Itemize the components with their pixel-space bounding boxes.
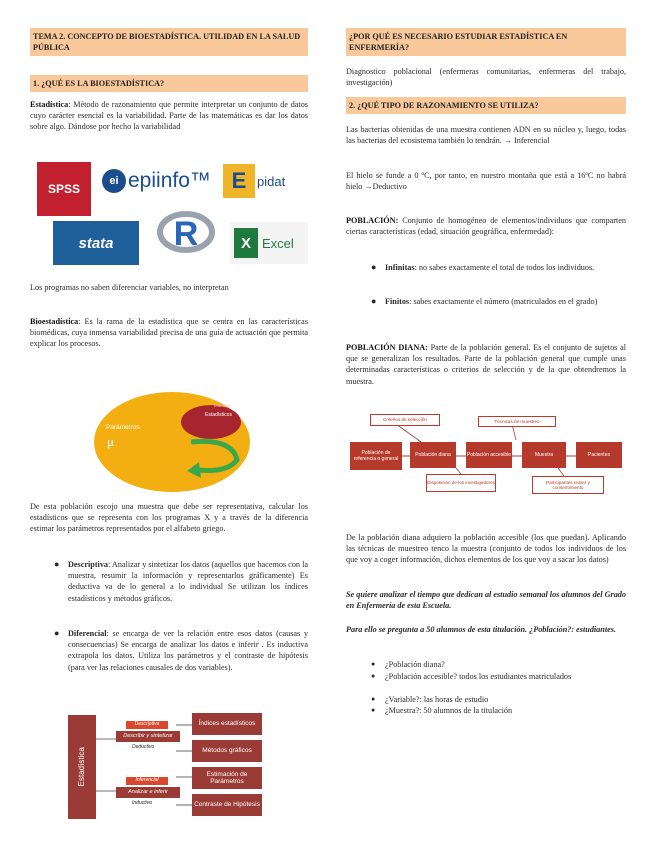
diferencial-term: Diferencial	[68, 629, 107, 638]
programas-paragraph	[30, 282, 308, 293]
metodos-text: Métodos gráficos	[202, 747, 252, 755]
epidat-e-icon: E	[223, 164, 255, 198]
q3-text: ¿Variable?: las horas de estudio	[385, 695, 489, 704]
title-header	[30, 28, 308, 56]
diana-term: POBLACIÓN DIANA:	[346, 343, 428, 352]
programas-text: Los programas no saben diferenciar variables, no interpretan	[30, 283, 229, 292]
bullet-icon: ●	[371, 672, 376, 680]
flow-box-accesible-text: Población accesible	[466, 452, 512, 458]
descriptiva-tag-text: Descriptiva	[134, 721, 160, 728]
page-title: TEMA 2. CONCEPTO DE BIOESTADÍSTICA. UTILIDAD EN LA SALUD PÚBLICA	[33, 32, 301, 52]
epidat-logo-text: pidat	[257, 173, 286, 189]
diagnostico-paragraph	[346, 66, 626, 88]
poblacion-muestra-text: De esta población escojo una muestra que debe ser representativa, calcular los estadísticos que se representa con los programas X y a través de la diferencia estimar los parámetros representados por el alfabeto griego.	[30, 502, 308, 534]
bullet-icon: ●	[54, 559, 60, 569]
infinitas-term: Infinitas	[385, 263, 415, 272]
section-2-header	[346, 97, 626, 114]
hielo-text: El hielo se funde a 0 ºC, por tanto, en nuestro montaña que está a 16ºC no habrá hielo →Deductivo	[346, 171, 626, 192]
diferencial-bullet	[54, 628, 308, 673]
diagnostico-text: Diagnostico poblacional (enfermeras comunitarias, enfermeras del trabajo, investigación)	[346, 67, 626, 88]
finitos-term: Finitos	[385, 297, 410, 306]
accesible-text: De la población diana adquiero la población accesible (los que puedan). Aplicando las técnicas de muestreo tenco la muestra (conjunto de todos los individuos de los que voy a coger información, dichos elementos de los que voy a sacar los datos)	[346, 533, 626, 565]
bullet-icon: ●	[371, 262, 377, 272]
epidat-logo	[223, 163, 297, 199]
por-que-title: ¿POR QUÉ ES NECESARIO ESTUDIAR ESTADÍSTICA EN ENFERMERÍA?	[349, 32, 568, 52]
infinitas-bullet	[371, 262, 626, 273]
diana-text: Parte de la población general. Es el conjunto de sujetos al que se generalizan los resultados. Parte de la población general que cumple unas determinadas características o criterios de selección y de la que obtendremos la muestra.	[346, 343, 626, 386]
descriptiva-text: : Analizar y sintetizar los datos (aquellos que hacemos con la muestra, resumir la información y representarlos gráficamente) Es deductiva va de lo general a lo individual Se utilizan los índices estadísticos y métodos gráficos.	[68, 560, 308, 603]
descriptiva-term: Descriptiva	[68, 560, 109, 569]
estadistica-text: : Método de razonamiento que permite interpretar un conjunto de datos cuyo carácter esencial es la variabilidad. Parte de las matemáticas es dar los datos sobre algo. Dándose por hecho la variabilidad	[30, 100, 308, 132]
bullet-icon: ●	[371, 695, 376, 703]
q2-text: ¿Población accesible? todos los estudiantes matriculados	[385, 672, 572, 681]
pregunta-paragraph	[346, 624, 626, 635]
q4-text: ¿Muestra?: 50 alumnos de la titulación	[385, 706, 513, 715]
epiinfo-logo	[102, 165, 214, 197]
excel-logo-text: Excel	[262, 235, 294, 251]
bioestadistica-term: Bioestadística	[30, 317, 79, 326]
spss-logo	[37, 162, 91, 216]
tecnicas-text: Técnicas de muestreo	[494, 418, 540, 424]
contraste-box	[192, 794, 262, 816]
bacterias-text: Las bacterias obtenidas de una muestra contienen ADN en su núcleo y, luego, todas las bacterias del ecosistema también lo tendrán. → Inferencial	[346, 125, 626, 146]
bullet-icon: ●	[371, 660, 376, 668]
analizar-text: Analizar e inferir	[128, 788, 168, 795]
estadistica-term: Estadística	[30, 100, 69, 109]
disposicion-label	[426, 474, 496, 492]
finitos-text: : sabes exactamente el número (matriculados en el grado)	[409, 297, 598, 306]
pregunta-text: Para ello se pregunta a 50 alumnos de esta titulación. ¿Población?: estudiantes.	[346, 625, 616, 634]
flow-box-muestra	[522, 442, 566, 468]
deductivo-label: Deductivo	[132, 744, 155, 750]
describir-text: Describir y sintetizar	[123, 732, 173, 739]
q1-text: ¿Población diana?	[385, 660, 445, 669]
inductivo-label: Inductivo	[132, 800, 153, 806]
flow-box-pacientes-text: Pacientes	[588, 452, 610, 458]
inferencial-tag-text: Inferencial	[135, 777, 159, 784]
q4-bullet	[371, 705, 626, 716]
por-que-header	[346, 28, 626, 56]
diana-paragraph	[346, 342, 626, 387]
venn-outer-label: Parámetros	[106, 424, 140, 431]
estimacion-box	[192, 767, 262, 789]
descriptiva-group	[116, 719, 180, 757]
flow-box-diana	[410, 442, 456, 468]
estadistica-diagram	[68, 711, 263, 821]
analizar-box	[116, 787, 180, 798]
quiere-paragraph	[346, 589, 626, 611]
poblacion-term: POBLACIÓN:	[346, 216, 399, 225]
quiere-text: Se quiere analizar el tiempo que dedican al estudio semanal los alumnos del Grado en Enfermería de esta Escuela.	[346, 590, 626, 611]
accesible-paragraph	[346, 532, 626, 566]
estadistica-vertical-label: Estadística	[77, 747, 87, 787]
finitos-bullet	[371, 296, 626, 307]
epiinfo-e-icon: ei	[102, 169, 126, 193]
venn-inner-small-label: Muestra	[214, 403, 231, 408]
diferencial-text: : se encarga de ver la relación entre esos datos (causas y consecuencias) Se encarga de analizar los datos e inferir . Es inductiva extrapola los datos. Utiliza los parámetros y el contraste de hipótesis (para ver las relaciones causales de dos variables).	[68, 629, 308, 672]
bacterias-paragraph	[346, 124, 626, 146]
poblacion-paragraph	[346, 215, 626, 237]
q3-bullet	[371, 694, 626, 705]
descriptiva-bullet	[54, 559, 308, 604]
stata-logo-text: stata	[78, 234, 114, 252]
tecnicas-label	[478, 416, 556, 427]
sample-ellipse	[181, 405, 241, 439]
flow-box-accesible	[466, 442, 512, 468]
venn-mu-label: μ	[107, 434, 114, 449]
hielo-paragraph	[346, 170, 626, 192]
metodos-box	[192, 740, 262, 762]
flow-box-general	[350, 442, 402, 470]
r-logo	[157, 208, 215, 260]
bullet-icon: ●	[371, 706, 376, 714]
poblacion-flow-diagram	[346, 412, 626, 494]
criterios-text: Criterios de selección	[383, 417, 427, 423]
descriptiva-tag	[126, 721, 168, 729]
indices-box	[192, 713, 262, 735]
poblacion-muestra-paragraph	[30, 501, 308, 535]
flow-box-diana-text: Población diana	[415, 452, 451, 458]
r-logo-text: R	[173, 214, 199, 253]
section-1-header	[30, 75, 308, 92]
contraste-text: Contraste de Hipótesis	[194, 801, 260, 809]
bullet-icon: ●	[54, 628, 60, 638]
excel-logo	[230, 222, 308, 264]
participantes-text: Participantes reales y consentimiento	[546, 479, 590, 490]
epiinfo-logo-text: epiinfo™	[128, 169, 211, 192]
bullet-icon: ●	[371, 296, 377, 306]
estimacion-text: Estimación de Parámetros	[206, 770, 248, 785]
q1-bullet	[371, 659, 626, 670]
spss-logo-text: SPSS	[47, 182, 80, 196]
participantes-label	[532, 476, 604, 494]
inferencial-tag	[126, 777, 168, 785]
venn-inner-label: Estadísticos	[205, 412, 232, 418]
inferencial-group	[116, 775, 180, 813]
flow-box-muestra-text: Muestra	[534, 452, 554, 458]
bioestadistica-text: : Es la rama de la estadística que se centra en las características biomédicas, cuya inmensa variabilidad precisa de una guía de actuación que permita explicar los procesos.	[30, 317, 308, 349]
estadistica-paragraph	[30, 99, 308, 133]
section-1-title: 1. ¿QUÉ ES LA BIOESTADÍSTICA?	[33, 79, 165, 88]
indices-text: Índices estadísticos	[198, 720, 256, 728]
excel-x-icon: X	[234, 228, 258, 258]
describir-box	[116, 731, 180, 742]
infinitas-text: : no sabes exactamente el total de todos los individuos.	[414, 263, 595, 272]
criterios-label	[370, 414, 440, 426]
q2-bullet	[371, 671, 626, 682]
flow-box-general-text: Población de referencia o general	[353, 450, 399, 462]
stata-logo	[53, 221, 139, 265]
bioestadistica-paragraph	[30, 316, 308, 350]
section-2-title: 2. ¿QUÉ TIPO DE RAZONAMIENTO SE UTILIZA?	[349, 101, 539, 110]
disposicion-text: Disposición de los investigadores	[427, 480, 495, 486]
flow-box-pacientes	[576, 442, 622, 468]
poblacion-text: Conjunto de homogéneo de elementos/individuos que comparten ciertas características (edad, situación geográfica, enfermedad):	[346, 216, 626, 237]
